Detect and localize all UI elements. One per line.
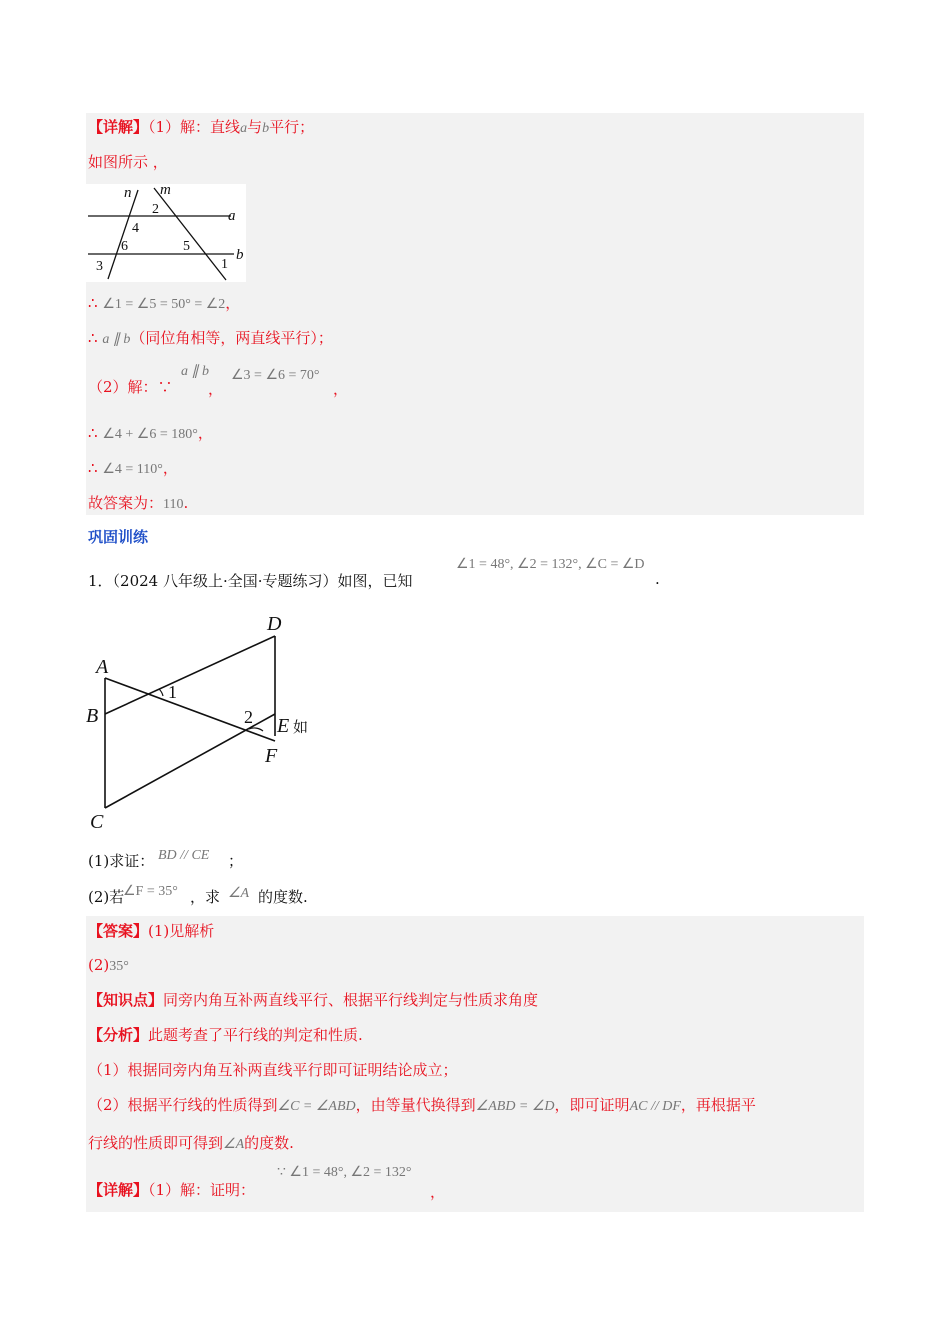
label-angle-1: 1 — [168, 682, 177, 702]
label-D: D — [267, 613, 282, 635]
analysis-point-1: （1）根据同旁内角互补两直线平行即可证明结论成立； — [88, 1061, 458, 1079]
q1-end: ； — [228, 852, 244, 870]
q1-math: BD // CE — [158, 848, 210, 863]
label-5: 5 — [183, 239, 190, 254]
detail-math: ∵ ∠1 = 48°, ∠2 = 132° — [277, 1165, 412, 1180]
label-E: E — [277, 715, 290, 737]
question-2: (2)若 — [88, 888, 125, 906]
given-math: ∠1 = 48°, ∠2 = 132°, ∠C = ∠D — [456, 557, 645, 572]
section-title: 巩固训练 — [88, 528, 149, 546]
label-4: 4 — [132, 221, 139, 236]
figure-parallel-lines — [86, 184, 246, 282]
label-B: B — [86, 705, 99, 727]
label-3: 3 — [96, 259, 103, 274]
step1-line: ∴ ∠1 = ∠5 = 50° = ∠2， — [88, 294, 241, 312]
q2-end: 的度数. — [258, 888, 308, 906]
as-shown-line: 如图所示 ， — [88, 153, 168, 171]
label-a: a — [228, 208, 236, 224]
part2-comma: ， — [208, 380, 224, 398]
label-6: 6 — [121, 239, 128, 254]
part2-line: （2）解：∵ — [88, 378, 173, 396]
label-1: 1 — [221, 257, 228, 272]
label-n: n — [124, 185, 132, 201]
analysis-point-2: （2）根据平行线的性质得到∠C = ∠ABD，由等量代换得到∠ABD = ∠D，即可证明AC // DF，再根据平 — [88, 1096, 756, 1114]
step2-line: ∴ a ∥ b（同位角相等，两直线平行）； — [88, 329, 333, 347]
answer-line-1: 【答案】(1)见解析 — [88, 922, 215, 940]
label-ru: 如 — [293, 720, 309, 736]
label-2: 2 — [152, 202, 159, 217]
step3-line: ∴ ∠4 + ∠6 = 180°， — [88, 424, 213, 442]
part2-math-angles: ∠3 = ∠6 = 70° — [231, 368, 320, 383]
analysis-line: 【分析】此题考查了平行线的判定和性质. — [88, 1026, 363, 1044]
q2-math2: ∠A — [228, 886, 250, 901]
final-answer-line: 故答案为：110. — [88, 494, 189, 512]
analysis-point-2-cont: 行线的性质即可得到∠A的度数. — [88, 1134, 294, 1152]
detail-line-1: 【详解】（1）解：直线a与b平行； — [88, 118, 315, 136]
label-C: C — [90, 811, 104, 832]
part2-math-parallel: a ∥ b — [181, 364, 209, 379]
label-b: b — [236, 247, 244, 263]
label-angle-2: 2 — [244, 707, 253, 727]
q2-math: ∠F = 35° — [123, 884, 178, 899]
given-end: . — [655, 570, 660, 588]
knowledge-line: 【知识点】同旁内角互补两直线平行、根据平行线判定与性质求角度 — [88, 991, 539, 1009]
label-m: m — [160, 184, 171, 198]
part2-end: ， — [333, 380, 349, 398]
detail-line-bottom: 【详解】（1）解：证明： — [88, 1181, 256, 1199]
label-F: F — [265, 745, 278, 767]
question-1: (1)求证： — [88, 852, 155, 870]
label-A: A — [96, 656, 109, 678]
figure-triangles — [84, 610, 324, 832]
problem-statement: 1．（2024 八年级上·全国·专题练习）如图，已知 — [88, 572, 413, 590]
detail-end: ， — [430, 1183, 446, 1201]
q2-mid: ，求 — [190, 888, 221, 906]
answer-line-2: (2)35° — [88, 956, 129, 974]
step4-line: ∴ ∠4 = 110°， — [88, 459, 178, 477]
